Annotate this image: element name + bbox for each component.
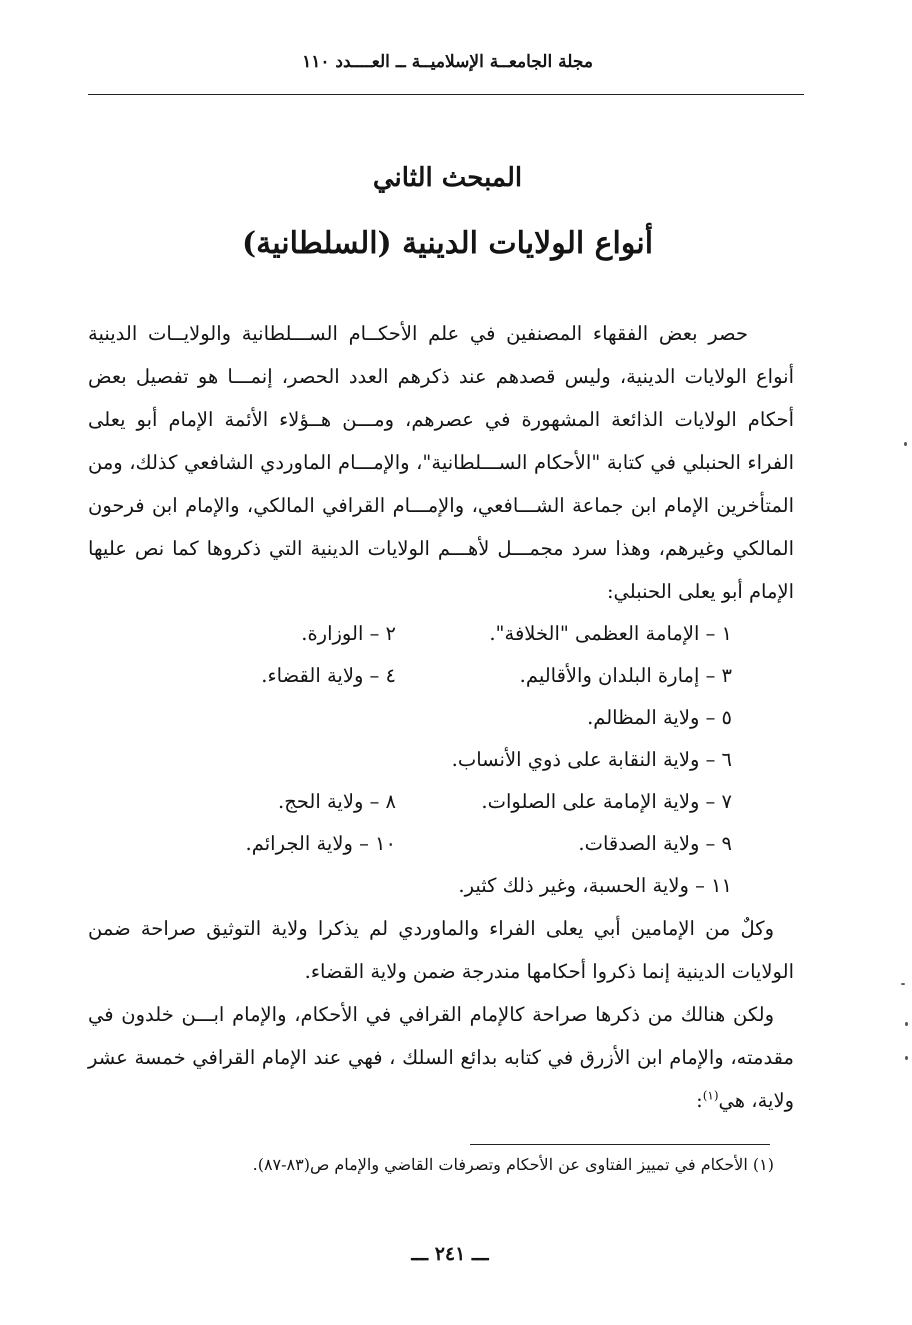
paragraph-text: ولكن هنالك من ذكرها صراحة كالإمام القرافي في الأحكام، والإمام ابـــن خلدون في مقدمته، والإمام ابن الأزرق في كتابه بدائع السلك ، فهي عند الإمام القرافي خمسة عشر ولاية، هي: [88, 1003, 794, 1112]
list-row: [88, 823, 794, 865]
scan-speck: [904, 442, 907, 446]
list-item: ٤ – ولاية القضاء.: [261, 664, 396, 687]
footnote-rule: [470, 1144, 770, 1145]
scan-speck: [905, 1022, 908, 1026]
intro-paragraph: حصر بعض الفقهاء المصنفين في علم الأحكــام الســـلطانية والولايــات الدينية أنواع الولايات الدينية، وليس قصدهم عند ذكرهم العدد الحصر، إنمـــا هو تفصيل بعض أحكام الولايات الذائعة المشهورة في عصرهم، ومـــن هــؤلاء الأئمة الإمام أبو يعلى الفراء الحنبلي في كتابة "الأحكام الســـلطانية"، والإمـــام الماوردي الشافعي كذلك، ومن المتأخرين الإمام ابن جماعة الشـــافعي، والإمـــام القرافي المالكي، والإمام ابن فرحون المالكي وغيرهم، وهذا سرد مجمـــل لأهـــم الولايات الدينية التي ذكروها كما نص عليها الإمام أبو يعلى الحنبلي:: [88, 322, 794, 603]
list-row: [88, 781, 794, 823]
scan-speck: [901, 983, 905, 985]
list-row: [88, 739, 794, 781]
section-title: المبحث الثاني: [372, 163, 523, 193]
list-row: [88, 865, 794, 907]
body-text: [88, 312, 794, 1122]
paragraph-after-list-2: [88, 993, 794, 1122]
paragraph-colon: :: [696, 1089, 703, 1112]
list-item: ١ – الإمامة العظمى "الخلافة".: [489, 622, 732, 645]
list-item: ٣ – إمارة البلدان والأقاليم.: [519, 664, 732, 687]
list-item: ٩ – ولاية الصدقات.: [578, 832, 732, 855]
main-title: أنواع الولايات الدينية (السلطانية): [241, 226, 654, 261]
paragraph-after-list-1: وكلٌ من الإمامين أبي يعلى الفراء والماوردي لم يذكرا ولاية التوثيق صراحة ضمن الولايات الدينية إنما ذكروا أحكامها مندرجة ضمن ولاية القضاء.: [88, 917, 794, 983]
page-number: ـــ ٢٤١ ـــ: [411, 1243, 489, 1265]
list-item: ٧ – ولاية الإمامة على الصلوات.: [481, 790, 732, 813]
list-row: [88, 697, 794, 739]
list-item: ٨ – ولاية الحج.: [278, 790, 396, 813]
footnote-marker: (١): [702, 1088, 719, 1103]
list-item: ١١ – ولاية الحسبة، وغير ذلك كثير.: [458, 874, 732, 897]
list-item: ٥ – ولاية المظالم.: [587, 706, 732, 729]
scan-speck: [905, 1056, 908, 1060]
list-item: ٦ – ولاية النقابة على ذوي الأنساب.: [451, 748, 732, 771]
list-item: ٢ – الوزارة.: [301, 622, 396, 645]
header-rule: [88, 94, 804, 95]
wilayat-list: [88, 613, 794, 907]
running-header: مجلة الجامعــة الإسلاميــة ــ العــــدد ١١٠: [302, 52, 593, 72]
list-row: [88, 613, 794, 655]
list-row: [88, 655, 794, 697]
footnote: (١) الأحكام في تمييز الفتاوى عن الأحكام وتصرفات القاضي والإمام ص(٨٣-٨٧).: [252, 1155, 774, 1174]
list-item: ١٠ – ولاية الجرائم.: [245, 832, 396, 855]
